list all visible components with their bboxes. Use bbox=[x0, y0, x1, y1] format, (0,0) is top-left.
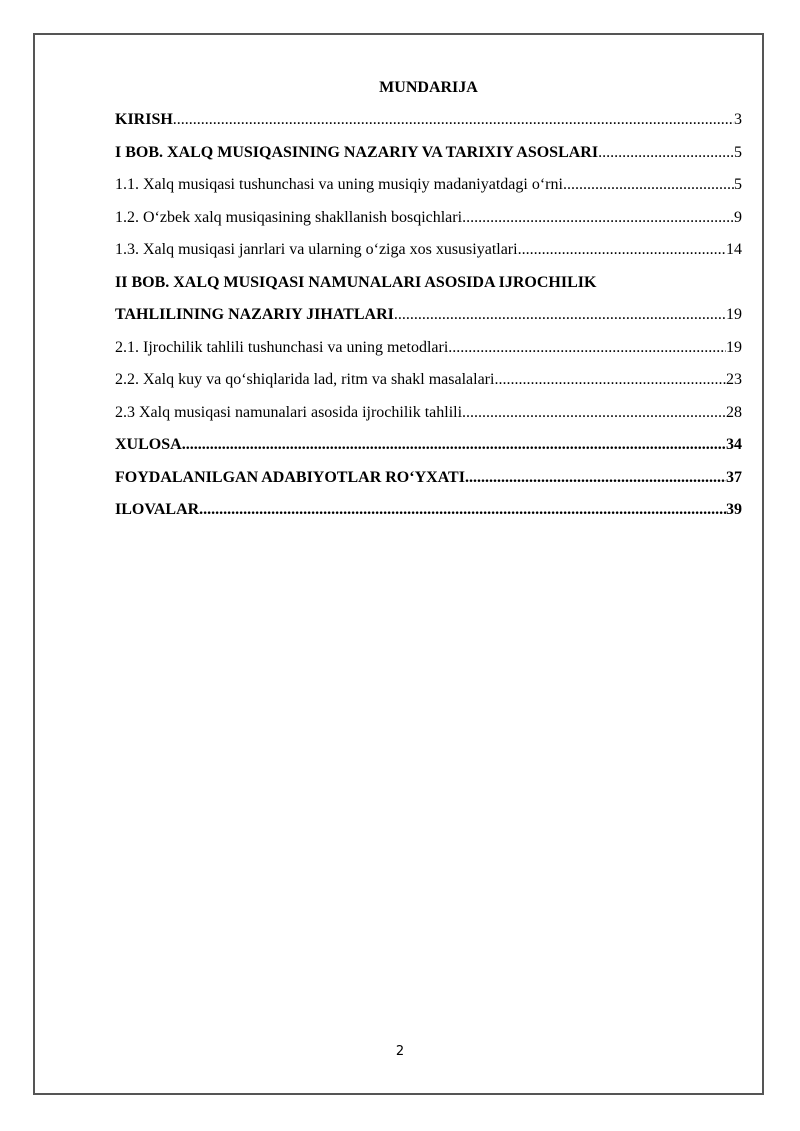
toc-entry-page: 14 bbox=[726, 241, 742, 258]
toc-entry-page: 37 bbox=[726, 468, 742, 486]
toc-entry-page: 3 bbox=[734, 111, 742, 128]
toc-entry-page: 28 bbox=[726, 403, 742, 421]
toc-entry-page: 5 bbox=[734, 176, 742, 193]
toc-entry-text: ILOVALAR bbox=[115, 501, 200, 518]
toc-entry-references[interactable] bbox=[115, 462, 742, 495]
toc-entry-section-2-2[interactable] bbox=[115, 364, 742, 397]
dot-leader bbox=[173, 104, 734, 137]
toc-entry-text: 2.3 Xalq musiqasi namunalari asosida ijrochilik tahlili bbox=[115, 403, 463, 421]
dot-leader bbox=[462, 202, 734, 235]
toc-entry-kirish[interactable] bbox=[115, 104, 742, 137]
toc-entry-text: I BOB. XALQ MUSIQASINING NAZARIY VA TARIXIY ASOSLARI bbox=[115, 143, 599, 161]
toc-entry-chapter-2[interactable] bbox=[115, 267, 742, 332]
dot-leader bbox=[182, 429, 726, 462]
toc-entry-section-2-3[interactable] bbox=[115, 397, 742, 430]
toc-entry-text-line1: II BOB. XALQ MUSIQASI NAMUNALARI ASOSIDA IJROCHILIK bbox=[115, 273, 597, 291]
dot-leader bbox=[199, 494, 726, 527]
toc-entry-text: KIRISH bbox=[115, 111, 173, 128]
page-number: 2 bbox=[395, 1044, 405, 1059]
toc-entry-page: 19 bbox=[726, 338, 742, 356]
toc-entry-section-1-2[interactable] bbox=[115, 202, 742, 235]
toc-entry-page: 9 bbox=[734, 208, 742, 226]
toc-title: MUNDARIJA bbox=[379, 79, 478, 96]
table-of-contents bbox=[115, 72, 742, 527]
toc-entry-text: 2.2. Xalq kuy va qo‘shiqlarida lad, ritm va shakl masalalari bbox=[115, 371, 495, 388]
toc-entry-section-1-3[interactable] bbox=[115, 234, 742, 267]
toc-entry-page: 19 bbox=[726, 306, 742, 323]
toc-entry-text: 2.1. Ijrochilik tahlili tushunchasi va uning metodlari bbox=[115, 338, 449, 356]
dot-leader bbox=[462, 397, 726, 430]
dot-leader bbox=[465, 462, 726, 495]
toc-entry-text: FOYDALANILGAN ADABIYOTLAR RO‘YXATI bbox=[115, 468, 465, 486]
dot-leader bbox=[448, 332, 726, 365]
toc-entry-page: 23 bbox=[726, 371, 742, 388]
dot-leader bbox=[394, 299, 726, 332]
toc-entry-chapter-1[interactable] bbox=[115, 137, 742, 170]
toc-entry-page: 39 bbox=[726, 501, 742, 518]
toc-entry-section-1-1[interactable] bbox=[115, 169, 742, 202]
toc-entry-text: 1.1. Xalq musiqasi tushunchasi va uning musiqiy madaniyatdagi o‘rni bbox=[115, 176, 563, 193]
dot-leader bbox=[494, 364, 726, 397]
toc-entry-line2 bbox=[115, 299, 742, 332]
dot-leader bbox=[563, 169, 734, 202]
toc-entry-section-2-1[interactable] bbox=[115, 332, 742, 365]
dot-leader bbox=[518, 234, 726, 267]
toc-entry-xulosa[interactable] bbox=[115, 429, 742, 462]
toc-entry-text: TAHLILINING NAZARIY JIHATLARI bbox=[115, 306, 394, 323]
dot-leader bbox=[598, 137, 734, 170]
toc-entry-page: 5 bbox=[734, 143, 742, 161]
toc-entry-page: 34 bbox=[726, 436, 742, 453]
toc-entry-appendices[interactable] bbox=[115, 494, 742, 527]
toc-entry-text: XULOSA bbox=[115, 436, 182, 453]
toc-entry-text: 1.3. Xalq musiqasi janrlari va ularning o‘ziga xos xususiyatlari bbox=[115, 241, 518, 258]
toc-entry-text: 1.2. O‘zbek xalq musiqasining shakllanish bosqichlari bbox=[115, 208, 463, 226]
